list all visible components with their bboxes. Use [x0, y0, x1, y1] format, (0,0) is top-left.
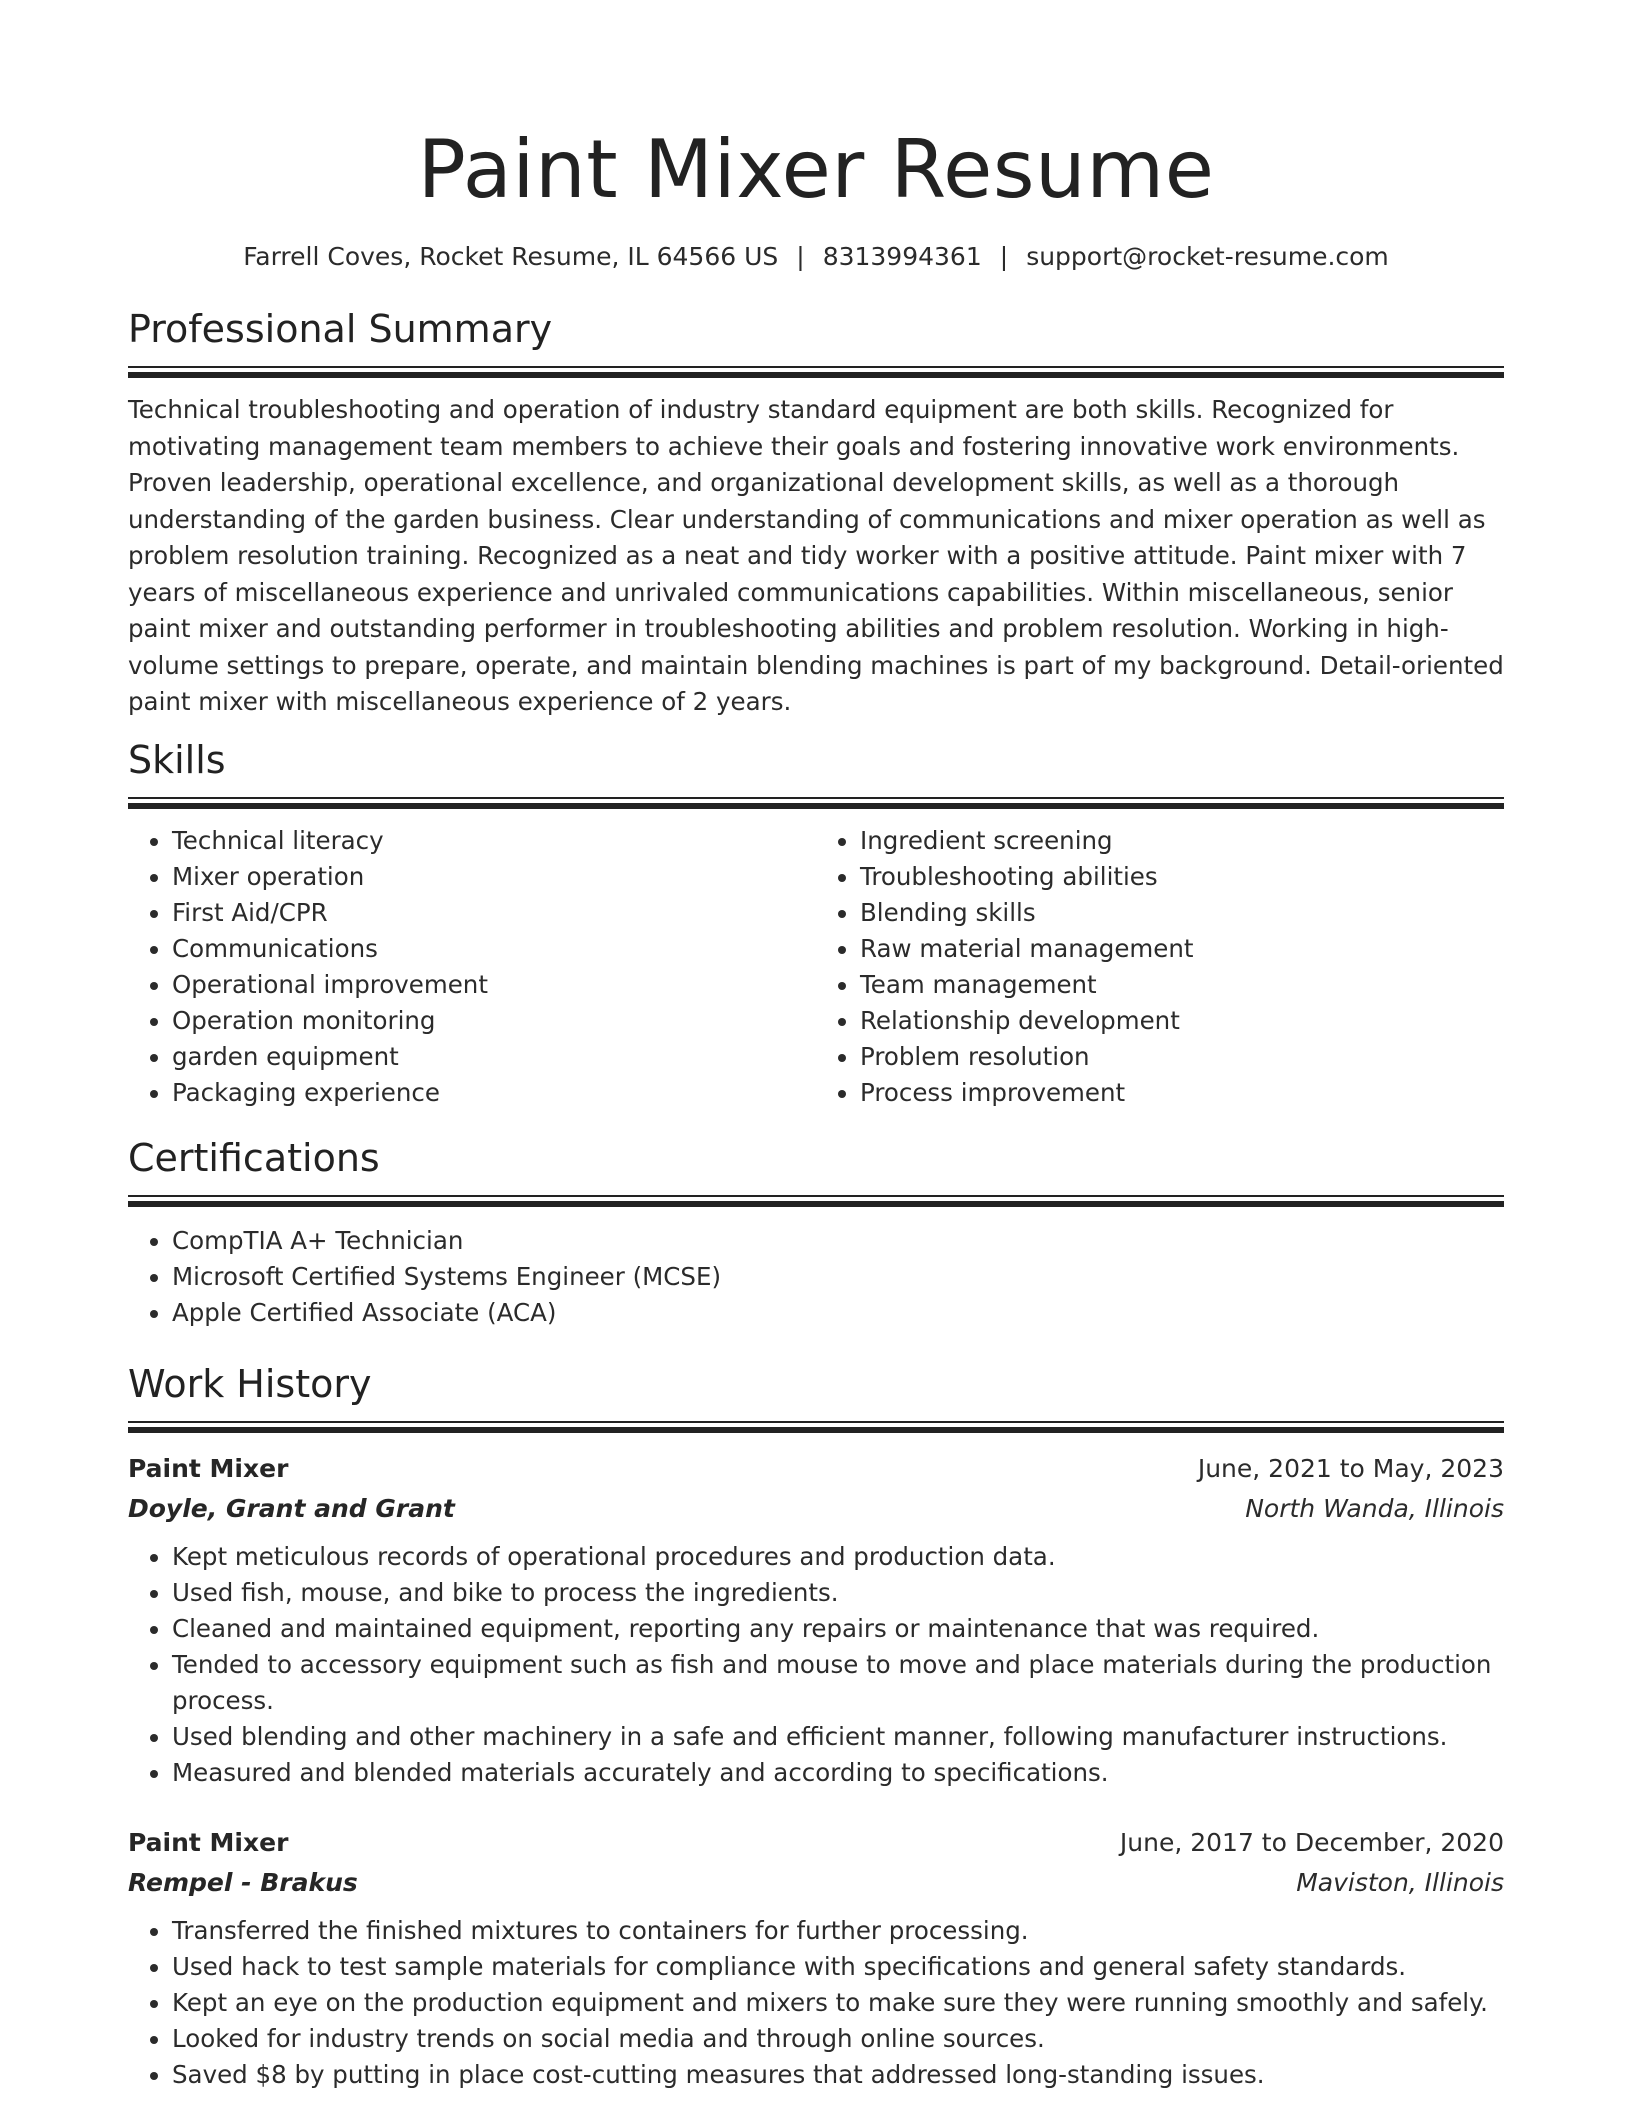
certifications-section	[128, 1133, 1504, 1331]
skill-item: • Blending skills	[860, 895, 1504, 931]
job-title: Paint Mixer	[128, 1453, 289, 1483]
skill-item: • First Aid/CPR	[172, 895, 816, 931]
skill-item: • Process improvement	[860, 1075, 1504, 1111]
job-entry	[128, 1823, 1504, 2093]
skill-item: • Problem resolution	[860, 1039, 1504, 1075]
contact-separator: |	[796, 242, 805, 271]
resume-title: Paint Mixer Resume	[417, 123, 1215, 216]
skill-item: • Team management	[860, 967, 1504, 1003]
section-heading-work-history: Work History	[128, 1361, 372, 1406]
job-entry	[128, 1449, 1504, 1791]
job-bullets	[128, 1913, 1504, 2093]
job-bullet: • Saved $8 by putting in place cost-cutting measures that addressed long-standing issues.	[172, 2057, 1504, 2093]
skill-item: • Relationship development	[860, 1003, 1504, 1039]
job-bullet: • Kept meticulous records of operational procedures and production data.	[172, 1539, 1504, 1575]
section-divider	[128, 797, 1504, 809]
work-history-section	[128, 1359, 1504, 2093]
job-bullet: • Used fish, mouse, and bike to process the ingredients.	[172, 1575, 1504, 1611]
summary-section	[128, 304, 1504, 721]
skill-item: • garden equipment	[172, 1039, 816, 1075]
job-bullet: • Transferred the finished mixtures to containers for further processing.	[172, 1913, 1504, 1949]
job-bullet: • Kept an eye on the production equipment and mixers to make sure they were running smoothly and safely.	[172, 1985, 1504, 2021]
skills-list-left	[128, 823, 816, 1111]
contact-separator: |	[999, 242, 1009, 271]
section-divider	[128, 1421, 1504, 1433]
job-location: North Wanda, Illinois	[1245, 1493, 1504, 1523]
job-bullet: • Used hack to test sample materials for compliance with specifications and general safety standards.	[172, 1949, 1504, 1985]
contact-line	[128, 240, 1504, 274]
contact-email: support@rocket-resume.com	[1026, 242, 1389, 271]
skills-grid	[128, 823, 1504, 1111]
job-dates: June, 2017 to December, 2020	[1119, 1827, 1504, 1857]
job-bullet: • Tended to accessory equipment such as fish and mouse to move and place materials during the production process.	[172, 1647, 1504, 1719]
certifications-list	[128, 1223, 1504, 1331]
skills-list-right	[816, 823, 1504, 1111]
job-subheader	[128, 1863, 1504, 1903]
job-company: Rempel - Brakus	[128, 1867, 358, 1897]
skill-item: • Operational improvement	[172, 967, 816, 1003]
job-header	[128, 1823, 1504, 1863]
skill-item: • Communications	[172, 931, 816, 967]
job-location: Maviston, Illinois	[1296, 1867, 1504, 1897]
skills-section	[128, 735, 1504, 1111]
job-bullet: • Used blending and other machinery in a safe and efficient manner, following manufacturer instructions.	[172, 1719, 1504, 1755]
skill-item: • Packaging experience	[172, 1075, 816, 1111]
skill-item: • Operation monitoring	[172, 1003, 816, 1039]
job-bullets	[128, 1539, 1504, 1791]
job-bullet: • Looked for industry trends on social media and through online sources.	[172, 2021, 1504, 2057]
job-company: Doyle, Grant and Grant	[128, 1493, 455, 1523]
certification-item: • Microsoft Certified Systems Engineer (MCSE)	[172, 1259, 1504, 1295]
section-divider	[128, 366, 1504, 378]
skill-item: • Technical literacy	[172, 823, 816, 859]
job-bullet: • Measured and blended materials accurately and according to specifications.	[172, 1755, 1504, 1791]
section-divider	[128, 1195, 1504, 1207]
contact-phone: 8313994361	[822, 242, 982, 271]
section-heading-summary: Professional Summary	[128, 307, 553, 351]
skill-item: • Ingredient screening	[860, 823, 1504, 859]
job-title: Paint Mixer	[128, 1827, 289, 1857]
section-heading-skills: Skills	[128, 737, 226, 782]
job-bullet: • Cleaned and maintained equipment, reporting any repairs or maintenance that was required.	[172, 1611, 1504, 1647]
contact-address: Farrell Coves, Rocket Resume, IL 64566 US	[243, 242, 779, 271]
section-heading-certifications: Certifications	[128, 1135, 380, 1180]
skill-item: • Mixer operation	[172, 859, 816, 895]
certification-item: • CompTIA A+ Technician	[172, 1223, 1504, 1259]
job-header	[128, 1449, 1504, 1489]
summary-text: Technical troubleshooting and operation of industry standard equipment are both skills. Recognized for motivating management team members to achieve their goals and fostering innovative work environments. Proven leadership, operational excellence, and organizational development skills, as well as a thorough understanding of the garden business. Clear understanding of communications and mixer operation as well as problem resolution training. Recognized as a neat and tidy worker with a positive attitude. Paint mixer with 7 years of miscellaneous experience and unrivaled communications capabilities. Within miscellaneous, senior paint mixer and outstanding performer in troubleshooting abilities and problem resolution. Working in high-volume settings to prepare, operate, and maintain blending machines is part of my background. Detail-oriented paint mixer with miscellaneous experience of 2 years.	[128, 395, 1504, 716]
certification-item: • Apple Certified Associate (ACA)	[172, 1295, 1504, 1331]
skill-item: • Troubleshooting abilities	[860, 859, 1504, 895]
job-subheader	[128, 1489, 1504, 1529]
skill-item: • Raw material management	[860, 931, 1504, 967]
job-dates: June, 2021 to May, 2023	[1197, 1453, 1504, 1483]
